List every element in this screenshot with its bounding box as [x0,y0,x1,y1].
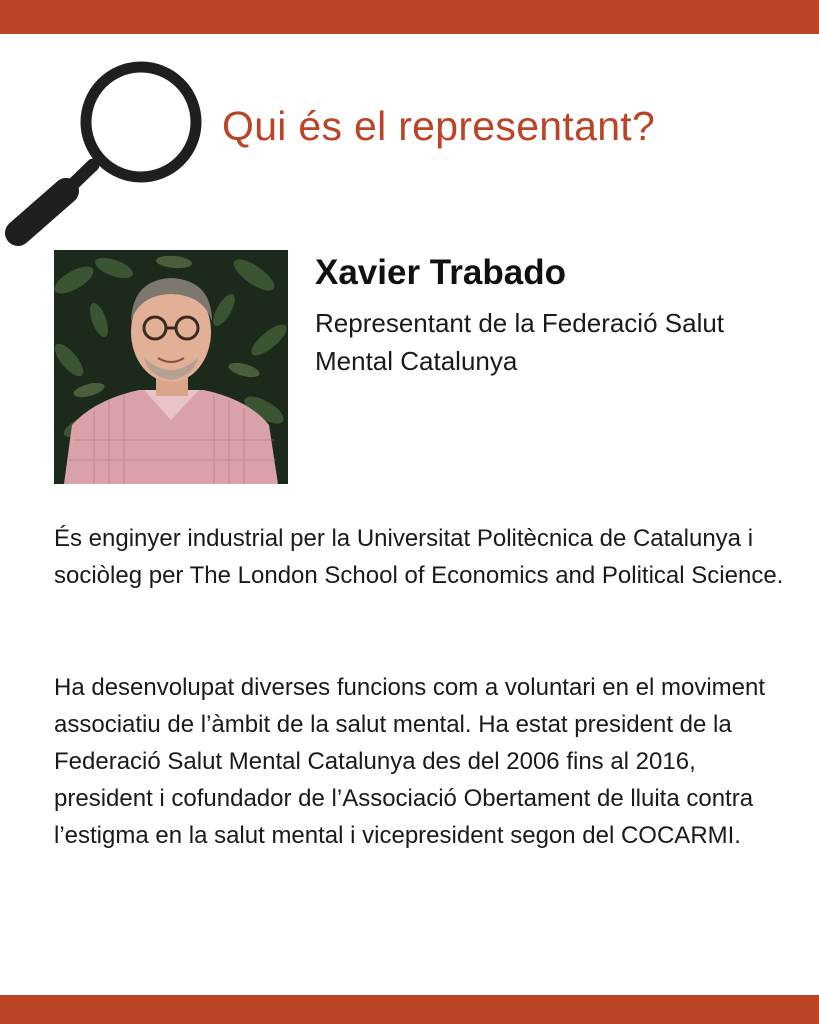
bio-paragraph-career: Ha desenvolupat diverses funcions com a voluntari en el moviment associatiu de l’àmbit de la salut mental. Ha estat president de la Federació Salut Mental Catalunya des del 2006 fins al 2016, president i cofundador de l’Associació Obertament de lluita contra l’estigma en la salut mental i vicepresident segon del COCARMI. [54,674,766,849]
portrait-photo [54,250,288,484]
bio-paragraph-education: És enginyer industrial per la Universitat Politècnica de Catalunya i sociòleg per The London School of Economics and Political Science. [54,525,784,589]
bottom-accent-bar [0,995,819,1024]
person-name: Xavier Trabado [315,253,566,292]
page-title: Qui és el representant? [222,103,656,149]
top-accent-bar [0,0,819,34]
magnifying-glass-icon [0,55,215,255]
person-role: Representant de la Federació Salut Mental Catalunya [315,308,725,376]
